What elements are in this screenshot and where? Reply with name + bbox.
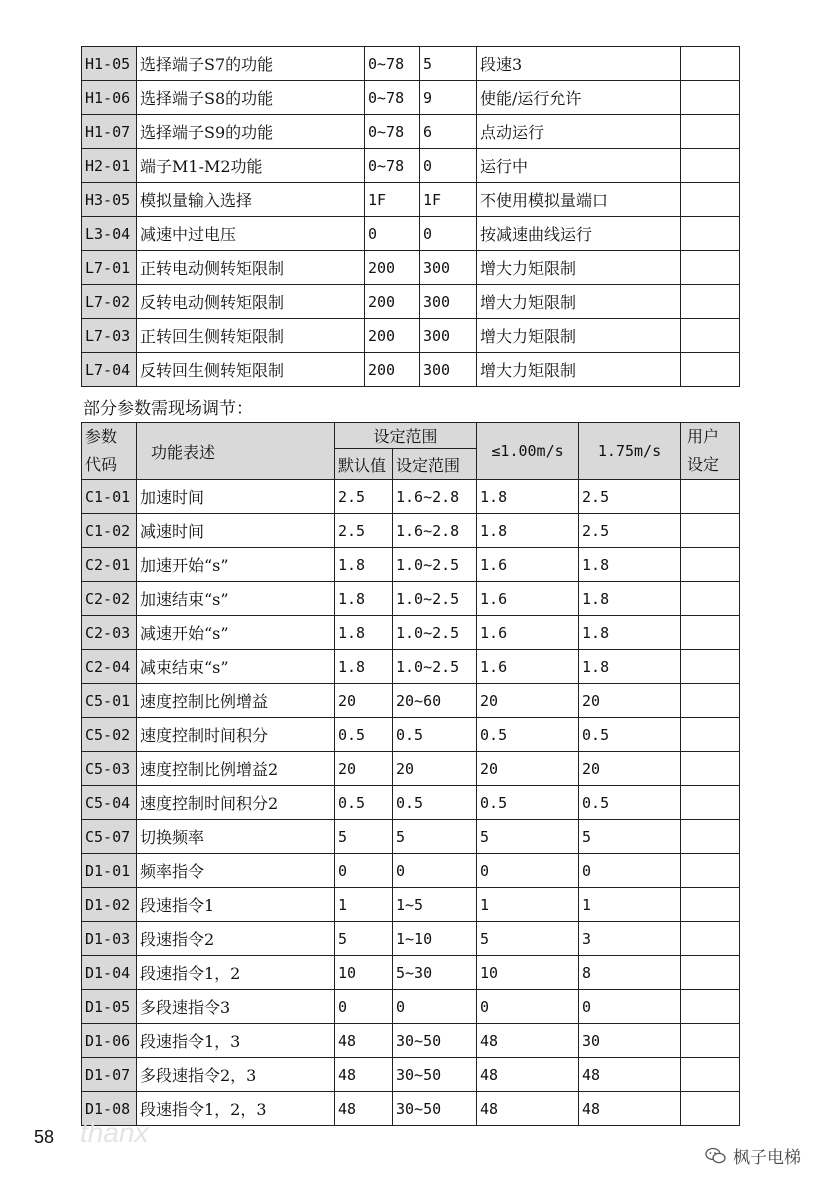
speed-1-value-cell: 0.5 bbox=[477, 718, 579, 752]
table-row bbox=[82, 786, 740, 820]
default-value-cell: 48 bbox=[335, 1024, 393, 1058]
speed-2-value-cell: 20 bbox=[579, 752, 681, 786]
user-setting-cell bbox=[681, 820, 740, 854]
table-row bbox=[82, 1058, 740, 1092]
param-value-cell: 300 bbox=[420, 319, 477, 353]
speed-2-value-cell: 48 bbox=[579, 1058, 681, 1092]
table-row bbox=[82, 285, 740, 319]
user-setting-cell bbox=[681, 548, 740, 582]
speed-2-value-cell: 3 bbox=[579, 922, 681, 956]
default-value-cell: 5 bbox=[335, 922, 393, 956]
user-setting-cell bbox=[681, 786, 740, 820]
table-row bbox=[82, 149, 740, 183]
user-setting-cell bbox=[681, 854, 740, 888]
param-value-cell: 5 bbox=[420, 47, 477, 81]
user-setting-cell bbox=[681, 1024, 740, 1058]
param-name-cell: 加速时间 bbox=[137, 480, 335, 514]
param-name-cell: 选择端子S7的功能 bbox=[137, 47, 365, 81]
param-code-cell: D1-08 bbox=[82, 1092, 137, 1126]
param-name-cell: 加速开始“s” bbox=[137, 548, 335, 582]
param-value-cell: 300 bbox=[420, 285, 477, 319]
user-setting-cell bbox=[681, 480, 740, 514]
speed-2-value-cell: 30 bbox=[579, 1024, 681, 1058]
default-value-cell: 48 bbox=[335, 1092, 393, 1126]
speed-1-value-cell: 5 bbox=[477, 820, 579, 854]
param-code-cell: C2-01 bbox=[82, 548, 137, 582]
speed-1-value-cell: 48 bbox=[477, 1024, 579, 1058]
param-code-cell: L7-03 bbox=[82, 319, 137, 353]
param-code-cell: C1-02 bbox=[82, 514, 137, 548]
param-code-cell: L7-01 bbox=[82, 251, 137, 285]
user-setting-cell bbox=[681, 650, 740, 684]
param-name-cell: 切换频率 bbox=[137, 820, 335, 854]
default-value-cell: 1.8 bbox=[335, 650, 393, 684]
speed-2-value-cell: 0.5 bbox=[579, 718, 681, 752]
user-setting-cell bbox=[681, 990, 740, 1024]
user-setting-cell bbox=[681, 514, 740, 548]
speed-2-value-cell: 0 bbox=[579, 990, 681, 1024]
param-name-cell: 段速指令1 bbox=[137, 888, 335, 922]
param-code-cell: C1-01 bbox=[82, 480, 137, 514]
table-row bbox=[82, 718, 740, 752]
param-name-cell: 速度控制时间积分2 bbox=[137, 786, 335, 820]
table-row bbox=[82, 684, 740, 718]
table-row bbox=[82, 956, 740, 990]
setting-range-cell: 30~50 bbox=[393, 1058, 477, 1092]
setting-range-cell: 1~5 bbox=[393, 888, 477, 922]
default-value-cell: 0 bbox=[335, 854, 393, 888]
speed-2-value-cell: 1.8 bbox=[579, 616, 681, 650]
setting-range-cell: 5~30 bbox=[393, 956, 477, 990]
user-setting-cell bbox=[681, 718, 740, 752]
table-row bbox=[82, 480, 740, 514]
default-value-cell: 10 bbox=[335, 956, 393, 990]
param-name-cell: 选择端子S9的功能 bbox=[137, 115, 365, 149]
param-name-cell: 段速指令1，2 bbox=[137, 956, 335, 990]
table-row bbox=[82, 217, 740, 251]
param-code-cell: L7-04 bbox=[82, 353, 137, 387]
parameter-table-1 bbox=[81, 46, 740, 387]
user-setting-cell bbox=[681, 1058, 740, 1092]
user-setting-cell bbox=[681, 81, 740, 115]
setting-range-cell: 0 bbox=[393, 854, 477, 888]
speed-1-value-cell: 1.8 bbox=[477, 480, 579, 514]
page-number: 58 bbox=[34, 1127, 55, 1147]
param-code-cell: C2-02 bbox=[82, 582, 137, 616]
param-desc-cell: 点动运行 bbox=[477, 115, 681, 149]
param-code-cell: D1-02 bbox=[82, 888, 137, 922]
header-range: 设定范围 bbox=[393, 449, 477, 480]
speed-2-value-cell: 2.5 bbox=[579, 480, 681, 514]
param-name-cell: 正转回生侧转矩限制 bbox=[137, 319, 365, 353]
param-code-cell: C2-03 bbox=[82, 616, 137, 650]
param-code-cell: D1-03 bbox=[82, 922, 137, 956]
param-code-cell: L7-02 bbox=[82, 285, 137, 319]
default-value-cell: 1.8 bbox=[335, 582, 393, 616]
speed-1-value-cell: 10 bbox=[477, 956, 579, 990]
param-name-cell: 段速指令1，3 bbox=[137, 1024, 335, 1058]
param-code-cell: H3-05 bbox=[82, 183, 137, 217]
default-value-cell: 2.5 bbox=[335, 514, 393, 548]
param-desc-cell: 增大力矩限制 bbox=[477, 319, 681, 353]
param-range-cell: 0~78 bbox=[365, 81, 420, 115]
brand-name: 枫子电梯 bbox=[733, 1148, 801, 1167]
user-setting-cell bbox=[681, 217, 740, 251]
wechat-icon bbox=[705, 1147, 727, 1165]
param-value-cell: 300 bbox=[420, 353, 477, 387]
default-value-cell: 1 bbox=[335, 888, 393, 922]
param-code-cell: C5-04 bbox=[82, 786, 137, 820]
default-value-cell: 1.8 bbox=[335, 548, 393, 582]
setting-range-cell: 30~50 bbox=[393, 1024, 477, 1058]
table-row bbox=[82, 854, 740, 888]
parameter-table-2 bbox=[81, 422, 740, 1126]
param-range-cell: 200 bbox=[365, 353, 420, 387]
param-code-cell: H1-05 bbox=[82, 47, 137, 81]
default-value-cell: 20 bbox=[335, 752, 393, 786]
table-row bbox=[82, 183, 740, 217]
default-value-cell: 20 bbox=[335, 684, 393, 718]
header-speed-2: 1.75m/s bbox=[579, 423, 681, 480]
table-row bbox=[82, 752, 740, 786]
user-setting-cell bbox=[681, 582, 740, 616]
user-setting-cell bbox=[681, 956, 740, 990]
param-name-cell: 正转电动侧转矩限制 bbox=[137, 251, 365, 285]
param-name-cell: 加速结束“s” bbox=[137, 582, 335, 616]
param-code-cell: H1-06 bbox=[82, 81, 137, 115]
default-value-cell: 48 bbox=[335, 1058, 393, 1092]
speed-2-value-cell: 1.8 bbox=[579, 650, 681, 684]
param-code-cell: D1-07 bbox=[82, 1058, 137, 1092]
user-setting-cell bbox=[681, 684, 740, 718]
speed-1-value-cell: 48 bbox=[477, 1092, 579, 1126]
param-code-cell: D1-06 bbox=[82, 1024, 137, 1058]
table-row bbox=[82, 1024, 740, 1058]
speed-1-value-cell: 0 bbox=[477, 990, 579, 1024]
table-row bbox=[82, 47, 740, 81]
speed-2-value-cell: 1.8 bbox=[579, 548, 681, 582]
param-code-cell: H1-07 bbox=[82, 115, 137, 149]
param-name-cell: 频率指令 bbox=[137, 854, 335, 888]
table-row bbox=[82, 319, 740, 353]
header-speed-1: ≤1.00m/s bbox=[477, 423, 579, 480]
setting-range-cell: 1.6~2.8 bbox=[393, 514, 477, 548]
param-code-cell: H2-01 bbox=[82, 149, 137, 183]
user-setting-cell bbox=[681, 922, 740, 956]
header-user-setting: 用户 设定 bbox=[681, 423, 740, 480]
default-value-cell: 0.5 bbox=[335, 786, 393, 820]
table-row bbox=[82, 650, 740, 684]
param-value-cell: 0 bbox=[420, 149, 477, 183]
table-row bbox=[82, 115, 740, 149]
watermark-text: thanx bbox=[80, 1117, 149, 1148]
param-value-cell: 1F bbox=[420, 183, 477, 217]
user-setting-cell bbox=[681, 183, 740, 217]
speed-2-value-cell: 1 bbox=[579, 888, 681, 922]
table-row bbox=[82, 820, 740, 854]
user-setting-cell bbox=[681, 47, 740, 81]
user-setting-cell bbox=[681, 285, 740, 319]
default-value-cell: 0.5 bbox=[335, 718, 393, 752]
speed-1-value-cell: 20 bbox=[477, 684, 579, 718]
param-value-cell: 0 bbox=[420, 217, 477, 251]
param-name-cell: 端子M1-M2功能 bbox=[137, 149, 365, 183]
user-setting-cell bbox=[681, 752, 740, 786]
speed-2-value-cell: 8 bbox=[579, 956, 681, 990]
table-row bbox=[82, 990, 740, 1024]
user-setting-cell bbox=[681, 616, 740, 650]
header-param-code: 参数 代码 bbox=[82, 423, 137, 480]
param-code-cell: C5-01 bbox=[82, 684, 137, 718]
setting-range-cell: 0.5 bbox=[393, 786, 477, 820]
speed-1-value-cell: 1.6 bbox=[477, 548, 579, 582]
table-row bbox=[82, 548, 740, 582]
setting-range-cell: 20~60 bbox=[393, 684, 477, 718]
param-name-cell: 反转回生侧转矩限制 bbox=[137, 353, 365, 387]
user-setting-cell bbox=[681, 149, 740, 183]
setting-range-cell: 1.0~2.5 bbox=[393, 616, 477, 650]
param-range-cell: 0 bbox=[365, 217, 420, 251]
param-desc-cell: 按减速曲线运行 bbox=[477, 217, 681, 251]
setting-range-cell: 0 bbox=[393, 990, 477, 1024]
param-range-cell: 200 bbox=[365, 251, 420, 285]
param-range-cell: 0~78 bbox=[365, 115, 420, 149]
setting-range-cell: 20 bbox=[393, 752, 477, 786]
speed-1-value-cell: 1.8 bbox=[477, 514, 579, 548]
setting-range-cell: 1.0~2.5 bbox=[393, 548, 477, 582]
section-title: 部分参数需现场调节： bbox=[83, 399, 253, 419]
setting-range-cell: 1.6~2.8 bbox=[393, 480, 477, 514]
user-setting-cell bbox=[681, 115, 740, 149]
setting-range-cell: 1~10 bbox=[393, 922, 477, 956]
speed-1-value-cell: 5 bbox=[477, 922, 579, 956]
speed-2-value-cell: 2.5 bbox=[579, 514, 681, 548]
param-name-cell: 多段速指令2，3 bbox=[137, 1058, 335, 1092]
param-name-cell: 多段速指令3 bbox=[137, 990, 335, 1024]
param-range-cell: 0~78 bbox=[365, 149, 420, 183]
param-code-cell: D1-05 bbox=[82, 990, 137, 1024]
param-value-cell: 9 bbox=[420, 81, 477, 115]
param-value-cell: 300 bbox=[420, 251, 477, 285]
param-name-cell: 减速中过电压 bbox=[137, 217, 365, 251]
param-name-cell: 速度控制比例增益2 bbox=[137, 752, 335, 786]
table-row bbox=[82, 582, 740, 616]
setting-range-cell: 30~50 bbox=[393, 1092, 477, 1126]
speed-1-value-cell: 0 bbox=[477, 854, 579, 888]
param-code-cell: C5-02 bbox=[82, 718, 137, 752]
param-range-cell: 0~78 bbox=[365, 47, 420, 81]
default-value-cell: 5 bbox=[335, 820, 393, 854]
default-value-cell: 2.5 bbox=[335, 480, 393, 514]
param-name-cell: 反转电动侧转矩限制 bbox=[137, 285, 365, 319]
param-name-cell: 减速时间 bbox=[137, 514, 335, 548]
brand-mark bbox=[705, 1143, 801, 1168]
param-code-cell: C5-03 bbox=[82, 752, 137, 786]
speed-1-value-cell: 1.6 bbox=[477, 582, 579, 616]
param-name-cell: 减束结束“s” bbox=[137, 650, 335, 684]
param-value-cell: 6 bbox=[420, 115, 477, 149]
speed-1-value-cell: 0.5 bbox=[477, 786, 579, 820]
param-name-cell: 速度控制比例增益 bbox=[137, 684, 335, 718]
setting-range-cell: 0.5 bbox=[393, 718, 477, 752]
param-code-cell: C5-07 bbox=[82, 820, 137, 854]
speed-2-value-cell: 1.8 bbox=[579, 582, 681, 616]
default-value-cell: 0 bbox=[335, 990, 393, 1024]
speed-1-value-cell: 1.6 bbox=[477, 616, 579, 650]
param-desc-cell: 运行中 bbox=[477, 149, 681, 183]
param-desc-cell: 增大力矩限制 bbox=[477, 285, 681, 319]
speed-2-value-cell: 0 bbox=[579, 854, 681, 888]
header-setting-range-group: 设定范围 bbox=[335, 423, 477, 449]
speed-1-value-cell: 20 bbox=[477, 752, 579, 786]
param-desc-cell: 增大力矩限制 bbox=[477, 353, 681, 387]
param-name-cell: 段速指令2 bbox=[137, 922, 335, 956]
param-desc-cell: 段速3 bbox=[477, 47, 681, 81]
param-code-cell: D1-04 bbox=[82, 956, 137, 990]
param-range-cell: 200 bbox=[365, 319, 420, 353]
param-range-cell: 200 bbox=[365, 285, 420, 319]
param-name-cell: 段速指令1，2，3 bbox=[137, 1092, 335, 1126]
speed-2-value-cell: 5 bbox=[579, 820, 681, 854]
param-code-cell: D1-01 bbox=[82, 854, 137, 888]
user-setting-cell bbox=[681, 251, 740, 285]
user-setting-cell bbox=[681, 319, 740, 353]
user-setting-cell bbox=[681, 888, 740, 922]
default-value-cell: 1.8 bbox=[335, 616, 393, 650]
table-row bbox=[82, 888, 740, 922]
param-range-cell: 1F bbox=[365, 183, 420, 217]
table-row bbox=[82, 1092, 740, 1126]
header-function: 功能表述 bbox=[137, 423, 335, 480]
param-name-cell: 模拟量输入选择 bbox=[137, 183, 365, 217]
setting-range-cell: 1.0~2.5 bbox=[393, 650, 477, 684]
param-desc-cell: 增大力矩限制 bbox=[477, 251, 681, 285]
speed-1-value-cell: 1.6 bbox=[477, 650, 579, 684]
header-default: 默认值 bbox=[335, 449, 393, 480]
param-name-cell: 减速开始“s” bbox=[137, 616, 335, 650]
param-code-cell: L3-04 bbox=[82, 217, 137, 251]
speed-2-value-cell: 20 bbox=[579, 684, 681, 718]
table-row bbox=[82, 922, 740, 956]
param-name-cell: 速度控制时间积分 bbox=[137, 718, 335, 752]
speed-2-value-cell: 48 bbox=[579, 1092, 681, 1126]
setting-range-cell: 5 bbox=[393, 820, 477, 854]
table-row bbox=[82, 81, 740, 115]
table-row bbox=[82, 514, 740, 548]
user-setting-cell bbox=[681, 353, 740, 387]
setting-range-cell: 1.0~2.5 bbox=[393, 582, 477, 616]
table-row bbox=[82, 616, 740, 650]
speed-1-value-cell: 1 bbox=[477, 888, 579, 922]
param-name-cell: 选择端子S8的功能 bbox=[137, 81, 365, 115]
user-setting-cell bbox=[681, 1092, 740, 1126]
speed-1-value-cell: 48 bbox=[477, 1058, 579, 1092]
table-row bbox=[82, 251, 740, 285]
param-desc-cell: 不使用模拟量端口 bbox=[477, 183, 681, 217]
speed-2-value-cell: 0.5 bbox=[579, 786, 681, 820]
param-code-cell: C2-04 bbox=[82, 650, 137, 684]
table-row bbox=[82, 353, 740, 387]
param-desc-cell: 使能/运行允许 bbox=[477, 81, 681, 115]
